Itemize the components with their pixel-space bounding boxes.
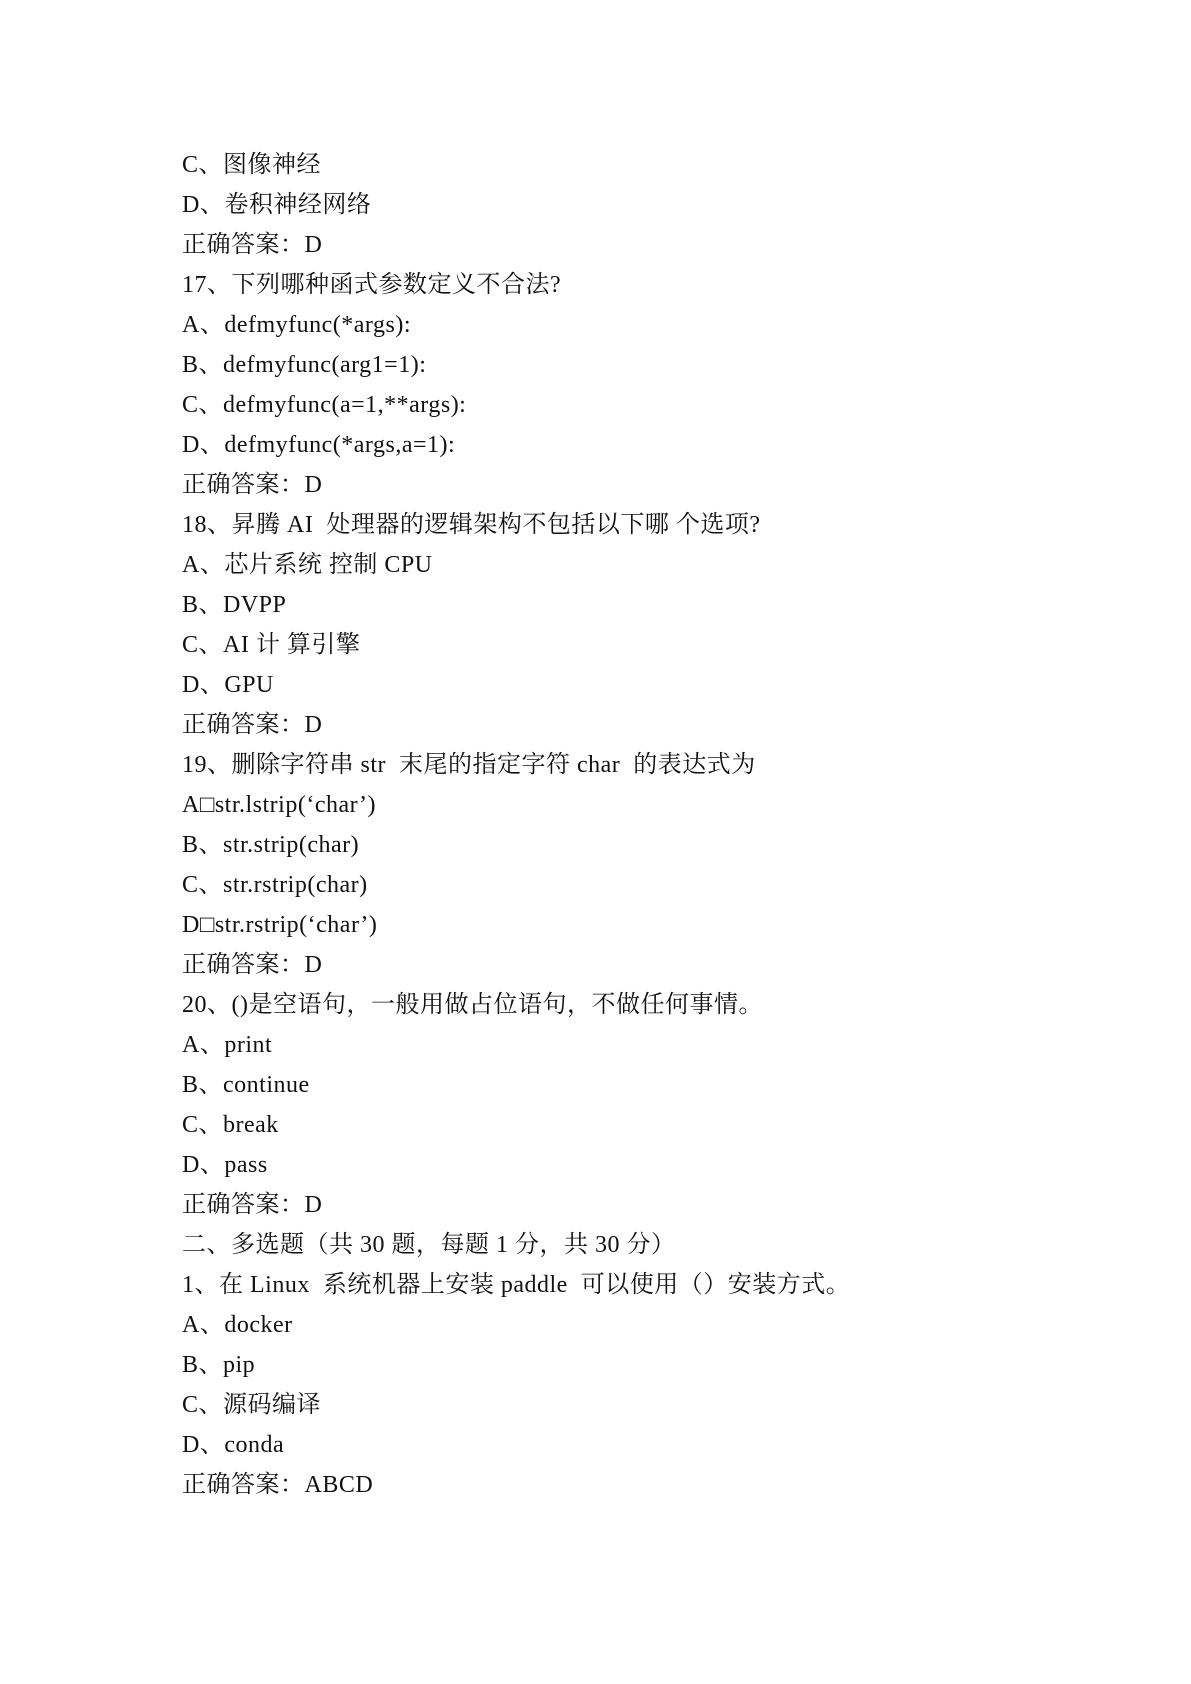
option-line: C、str.rstrip(char): [182, 872, 368, 898]
question-20: 20、()是空语句，一般用做占位语句，不做任何事情。: [182, 992, 763, 1018]
document-body: [182, 145, 1082, 1505]
option-line: A、docker: [182, 1312, 293, 1338]
option-line: C、break: [182, 1112, 279, 1138]
option-line: D、卷积神经网络: [182, 192, 372, 218]
option-line: C、图像神经: [182, 152, 322, 178]
question-19: 19、删除字符串 str 末尾的指定字符 char 的表达式为: [182, 752, 756, 778]
answer-line: 正确答案：D: [182, 1192, 323, 1218]
option-line: A、芯片系统 控制 CPU: [182, 552, 433, 578]
option-line: B、continue: [182, 1072, 310, 1098]
option-line: D、defmyfunc(*args,a=1):: [182, 432, 456, 458]
option-line: D、GPU: [182, 672, 274, 698]
multi-question-1: 1、在 Linux 系统机器上安装 paddle 可以使用（）安装方式。: [182, 1272, 851, 1298]
answer-line: 正确答案：D: [182, 712, 323, 738]
option-line: A、print: [182, 1032, 273, 1058]
option-line: C、源码编译: [182, 1392, 322, 1418]
answer-line: 正确答案：D: [182, 472, 323, 498]
option-line: D、conda: [182, 1432, 285, 1458]
option-line: D、pass: [182, 1152, 268, 1178]
option-line: A□str.lstrip(‘char’): [182, 792, 376, 818]
option-line: D□str.rstrip(‘char’): [182, 912, 378, 938]
option-line: C、defmyfunc(a=1,**args):: [182, 392, 467, 418]
option-line: C、AI 计 算引擎: [182, 632, 361, 658]
section-heading: 二、多选题（共 30 题，每题 1 分，共 30 分）: [182, 1232, 676, 1258]
option-line: B、DVPP: [182, 592, 287, 618]
option-line: B、pip: [182, 1352, 256, 1378]
answer-line: 正确答案：D: [182, 232, 323, 258]
question-17: 17、下列哪种函式参数定义不合法?: [182, 272, 562, 298]
question-18: 18、昇腾 AI 处理器的逻辑架构不包括以下哪 个选项?: [182, 512, 761, 538]
answer-line: 正确答案：D: [182, 952, 323, 978]
option-line: B、defmyfunc(arg1=1):: [182, 352, 427, 378]
answer-line: 正确答案：ABCD: [182, 1472, 374, 1498]
option-line: A、defmyfunc(*args):: [182, 312, 411, 338]
option-line: B、str.strip(char): [182, 832, 360, 858]
